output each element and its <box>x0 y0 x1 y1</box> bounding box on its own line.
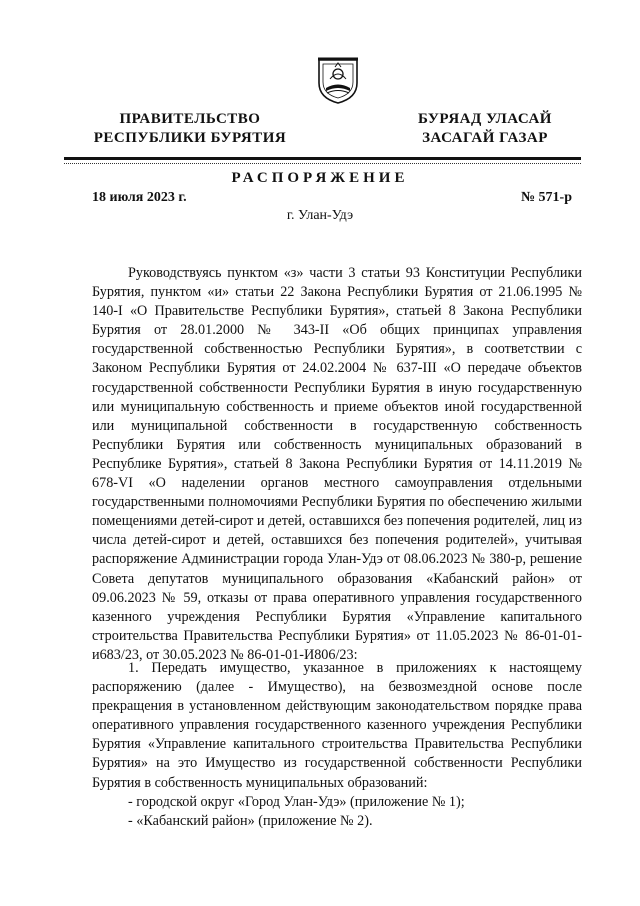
list-item: - «Кабанский район» (приложение № 2). <box>128 813 373 829</box>
item-1-paragraph: 1. Передать имущество, указанное в приложениях к настоящему распоряжению (далее - Имущество), на безвозмездной основе после прекращения в установленном действующим законодательством порядке права оперативного управления государственного казенного учреждения Республики Бурятия «Управление капитального строительства Правительства Республики Бурятия» на это Имущество из государственной собственности Республики Бурятия в собственность муниципальных образований: <box>92 660 582 791</box>
header-left-line1: ПРАВИТЕЛЬСТВО <box>119 111 261 127</box>
header-right-line1: БУРЯАД УЛАСАЙ <box>418 111 552 127</box>
government-name-buryat <box>405 110 565 148</box>
header-divider-thick <box>64 157 581 160</box>
list-item: - городской округ «Город Улан-Удэ» (приложение № 1); <box>128 794 465 810</box>
header-divider-dotted <box>64 163 581 164</box>
document-city: г. Улан-Удэ <box>286 208 354 223</box>
government-name-russian <box>90 110 290 148</box>
header-left-line2: РЕСПУБЛИКИ БУРЯТИЯ <box>93 130 287 146</box>
document-type-title: РАСПОРЯЖЕНИЕ <box>231 170 409 186</box>
header-right-line2: ЗАСАГАЙ ГАЗАР <box>422 130 548 146</box>
preamble-paragraph: Руководствуясь пунктом «з» части 3 статьи 93 Конституции Республики Бурятия, пунктом «и» статьи 22 Закона Республики Бурятия от 21.06.1995 № 140-I «О Правительстве Республики Бурятия», статьей 8 Закона Республики Бурятия от 28.01.2000 № 343-II «Об общих принципах управления государственной собственностью Республики Бурятия», в соответствии с Законом Республики Бурятия от 24.02.2004 № 637-III «О передаче объектов государственной собственности Республики Бурятия в иную государственную или муниципальную собственность и приеме объектов иной государственной или муниципальной собственности в государственную собственность Республики Бурятия или собственность муниципальных образований в Республике Бурятия», статьей 8 Закона Республики Бурятия от 14.11.2019 № 678-VI «О наделении органов местного самоуправления отдельными государственными полномочиями Республики Бурятия по обеспечению жилыми помещениями детей-сирот и детей, оставшихся без попечения родителей, лиц из числа детей-сирот и детей, оставшихся без попечения родителей», учитывая распоряжение Администрации города Улан-Удэ от 08.06.2023 № 380-р, решение Совета депутатов муниципального образования «Кабанский район» от 09.06.2023 № 59, отказы от права оперативного управления государственного казенного учреждения Республики Бурятия «Управление капитального строительства Правительства Республики Бурятия» от 11.05.2023 № 86-01-01-и683/23, от 30.05.2023 № 86-01-01-И806/23: <box>92 265 582 663</box>
coat-of-arms-emblem <box>316 57 360 105</box>
document-date: 18 июля 2023 г. <box>92 190 187 205</box>
document-number: № 571-р <box>520 190 572 205</box>
